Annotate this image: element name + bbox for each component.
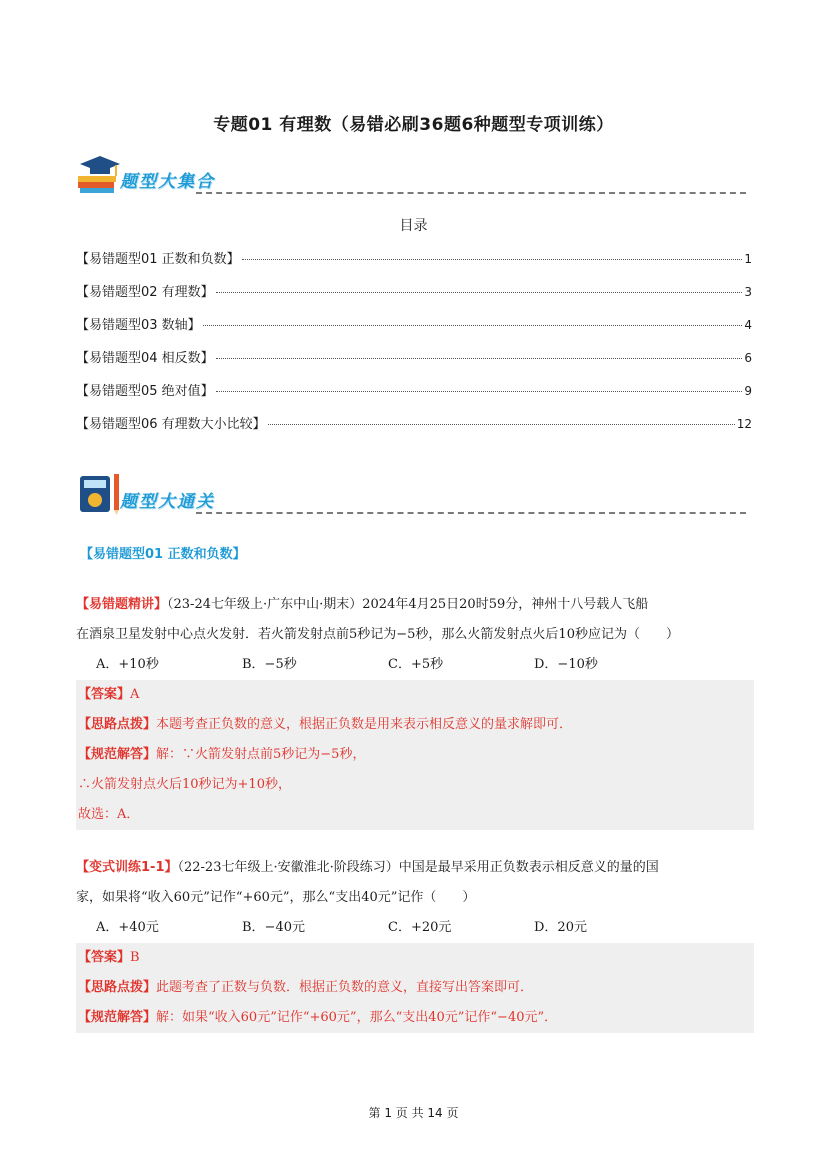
toc-item-label: 【易错题型03 数轴】 (76, 318, 201, 333)
hint-line (76, 710, 754, 740)
banner-title: 题型大集合 (120, 172, 215, 192)
toc-item[interactable] (76, 413, 752, 446)
solution-line: ∴火箭发射点火后10秒记为+10秒， (78, 777, 291, 792)
toc-item-page: 12 (736, 417, 752, 431)
toc-item-page: 6 (744, 351, 752, 365)
option-a[interactable]: A．+40元 (96, 920, 159, 935)
toc-item-label: 【易错题型06 有理数大小比较】 (76, 417, 266, 432)
banner-question-practice (76, 472, 746, 516)
banner-title: 题型大通关 (120, 492, 215, 512)
answer-line (76, 943, 754, 973)
toc-leader-dots (242, 259, 743, 260)
toc-item-label: 【易错题型01 正数和负数】 (76, 252, 240, 267)
hint-text: 本题考查正负数的意义，根据正负数是用来表示相反意义的量求解即可． (156, 717, 573, 732)
solution-tag: 【规范解答】 (78, 747, 157, 762)
question-1 (76, 590, 754, 830)
question-stem (76, 590, 754, 620)
solution-line: 故选：A． (78, 807, 140, 822)
toc-leader-dots (216, 391, 743, 392)
question-tag: 【变式训练1-1】 (76, 860, 178, 875)
option-d[interactable]: D．20元 (534, 920, 587, 935)
answer-tag: 【答案】 (78, 950, 131, 965)
question-text-line: 家，如果将“收入60元”记作“+60元”，那么“支出40元”记作（ ） (76, 890, 476, 905)
dashed-divider (196, 512, 746, 514)
answer-value: B (130, 950, 140, 965)
page-footer: 第 1 页 共 14 页 (368, 1106, 459, 1120)
answer-tag: 【答案】 (78, 687, 131, 702)
answer-box (76, 943, 754, 1033)
solution-line (76, 740, 754, 770)
question-text-line: 在酒泉卫星发射中心点火发射．若火箭发射点前5秒记为−5秒，那么火箭发射点火后10秒应记为（ ） (76, 627, 679, 642)
page-title: 专题01 有理数（易错必刷36题6种题型专项训练） (213, 115, 614, 135)
dashed-divider (196, 192, 746, 194)
toc-leader-dots (203, 325, 743, 326)
toc-leader-dots (216, 358, 743, 359)
toc-item[interactable] (76, 380, 752, 413)
option-c[interactable]: C．+5秒 (388, 657, 444, 672)
toc-leader-dots (268, 424, 735, 425)
table-of-contents (76, 248, 752, 446)
hint-text: 此题考查了正数与负数．根据正负数的意义，直接写出答案即可． (156, 980, 534, 995)
toc-item[interactable] (76, 314, 752, 347)
toc-item[interactable] (76, 248, 752, 281)
solution-text: 解：∵火箭发射点前5秒记为−5秒， (156, 747, 366, 762)
hint-tag: 【思路点拨】 (78, 980, 157, 995)
calculator-pencil-icon (76, 472, 122, 516)
option-a[interactable]: A．+10秒 (96, 657, 159, 672)
toc-item-page: 4 (744, 318, 752, 332)
toc-item[interactable] (76, 281, 752, 314)
option-b[interactable]: B．−40元 (242, 920, 305, 935)
toc-item-label: 【易错题型04 相反数】 (76, 351, 214, 366)
section-title: 【易错题型01 正数和负数】 (80, 547, 246, 562)
toc-item-page: 1 (744, 252, 752, 266)
toc-item-page: 9 (744, 384, 752, 398)
solution-text: 解：如果“收入60元”记作“+60元”，那么“支出40元”记作“−40元”． (156, 1010, 558, 1025)
banner-question-collection (76, 152, 746, 196)
question-text-line: （23-24七年级上·广东中山·期末）2024年4月25日20时59分，神州十八号载人飞船 (167, 597, 649, 612)
option-d[interactable]: D．−10秒 (534, 657, 598, 672)
toc-item[interactable] (76, 347, 752, 380)
option-b[interactable]: B．−5秒 (242, 657, 297, 672)
answer-value: A (130, 687, 140, 702)
toc-item-label: 【易错题型05 绝对值】 (76, 384, 214, 399)
toc-item-page: 3 (744, 285, 752, 299)
option-list (76, 650, 754, 680)
question-stem (76, 853, 754, 883)
answer-box (76, 680, 754, 830)
graduation-book-icon (76, 152, 122, 196)
question-tag: 【易错题精讲】 (76, 597, 168, 612)
answer-line (76, 680, 754, 710)
option-c[interactable]: C．+20元 (388, 920, 452, 935)
hint-tag: 【思路点拨】 (78, 717, 157, 732)
hint-line (76, 973, 754, 1003)
solution-line (76, 1003, 754, 1033)
question-2 (76, 853, 754, 1033)
toc-leader-dots (216, 292, 743, 293)
option-list (76, 913, 754, 943)
question-text-line: （22-23七年级上·安徽淮北·阶段练习）中国是最早采用正负数表示相反意义的量的国 (177, 860, 659, 875)
solution-tag: 【规范解答】 (78, 1010, 157, 1025)
toc-heading: 目录 (399, 218, 428, 234)
toc-item-label: 【易错题型02 有理数】 (76, 285, 214, 300)
